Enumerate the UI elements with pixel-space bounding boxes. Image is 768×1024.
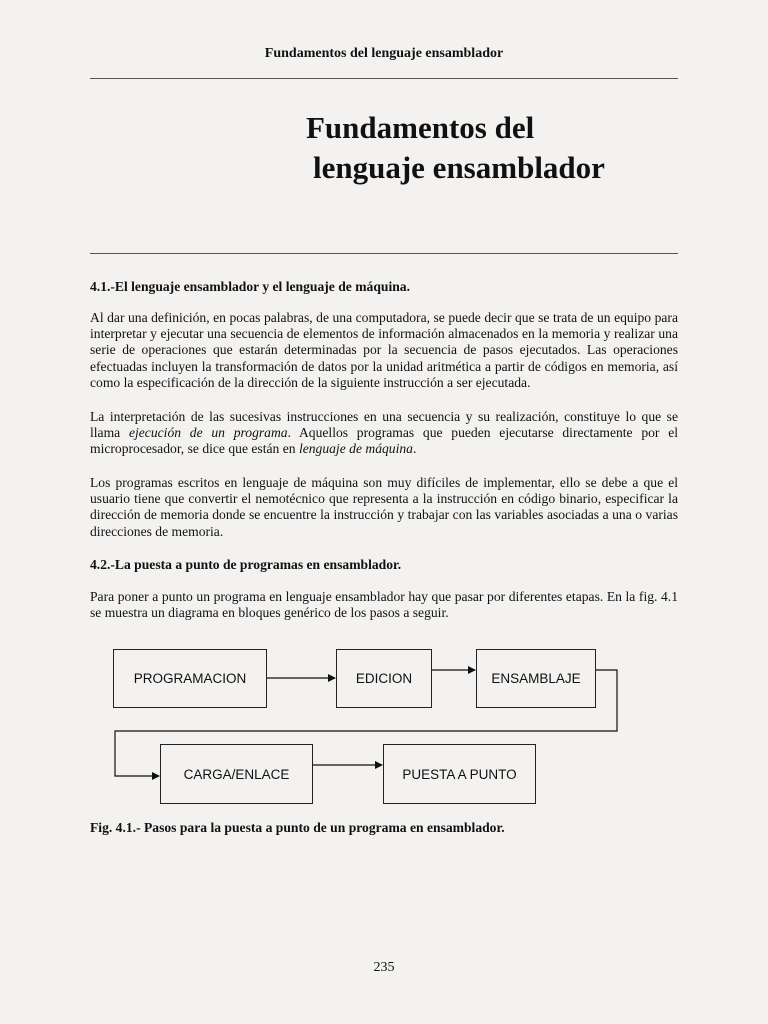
section-4-1-heading: 4.1.-El lenguaje ensamblador y el lenguaje de máquina. bbox=[90, 279, 410, 294]
paragraph-text: Para poner a punto un programa en lenguaje ensamblador hay que pasar por diferentes etapas. En la fig. 4.1 se muestra un diagrama en bloques genérico de los pasos a seguir. bbox=[90, 589, 678, 621]
chapter-title-line-1: Fundamentos del bbox=[306, 110, 535, 145]
paragraph-text-part: . Aquellos programas que pueden ejecutarse directamente por el microprocesador, se dice que están en bbox=[90, 425, 679, 457]
box-ensamblaje: ENSAMBLAJE bbox=[476, 649, 596, 708]
paragraph-text: Al dar una definición, en pocas palabras, de una computadora, se puede decir que se trata de un equipo para interpretar y ejecutar una secuencia de elementos de información almacenados en la memoria y realizar una serie de operaciones que estarán determinadas por la secuencia de pasos ejecutados. Las operaciones efectuadas incluyen la transformación de datos por la unidad aritmética a partir de códigos en memoria, así como la especificación de la dirección de la siguiente instrucción a ser ejecutada. bbox=[90, 310, 678, 390]
figure-caption: Fig. 4.1.- Pasos para la puesta a punto de un programa en ensamblador. bbox=[90, 820, 505, 835]
running-header: Fundamentos del lenguaje ensamblador bbox=[264, 46, 504, 61]
emphasis-lenguaje-maquina: lenguaje de máquina bbox=[298, 441, 413, 457]
section-4-2-heading: 4.2.-La puesta a punto de programas en ensamblador. bbox=[90, 557, 402, 572]
chapter-title-line-2: lenguaje ensamblador bbox=[313, 150, 605, 185]
box-edicion: EDICION bbox=[336, 649, 432, 708]
page-number: 235 bbox=[373, 960, 395, 975]
paragraph-text-part: La interpretación de las sucesivas instrucciones en una secuencia y su realización, constituye lo que se llama bbox=[90, 409, 678, 441]
box-carga-enlace: CARGA/ENLACE bbox=[160, 744, 313, 804]
paragraph-text: Los programas escritos en lenguaje de máquina son muy difíciles de implementar, ello se debe a que el usuario tiene que convertir el nemotécnico que representa a la instrucción en código binario, especificar la dirección de memoria donde se encuentre la instrucción y trabajar con las variables asociadas a una o varias direcciones de memoria. bbox=[90, 475, 678, 539]
emphasis-ejecucion: ejecución de un programa bbox=[128, 425, 288, 441]
box-programacion: PROGRAMACION bbox=[113, 649, 267, 708]
paragraph-text-part: . bbox=[412, 441, 417, 457]
box-puesta-a-punto: PUESTA A PUNTO bbox=[383, 744, 536, 804]
